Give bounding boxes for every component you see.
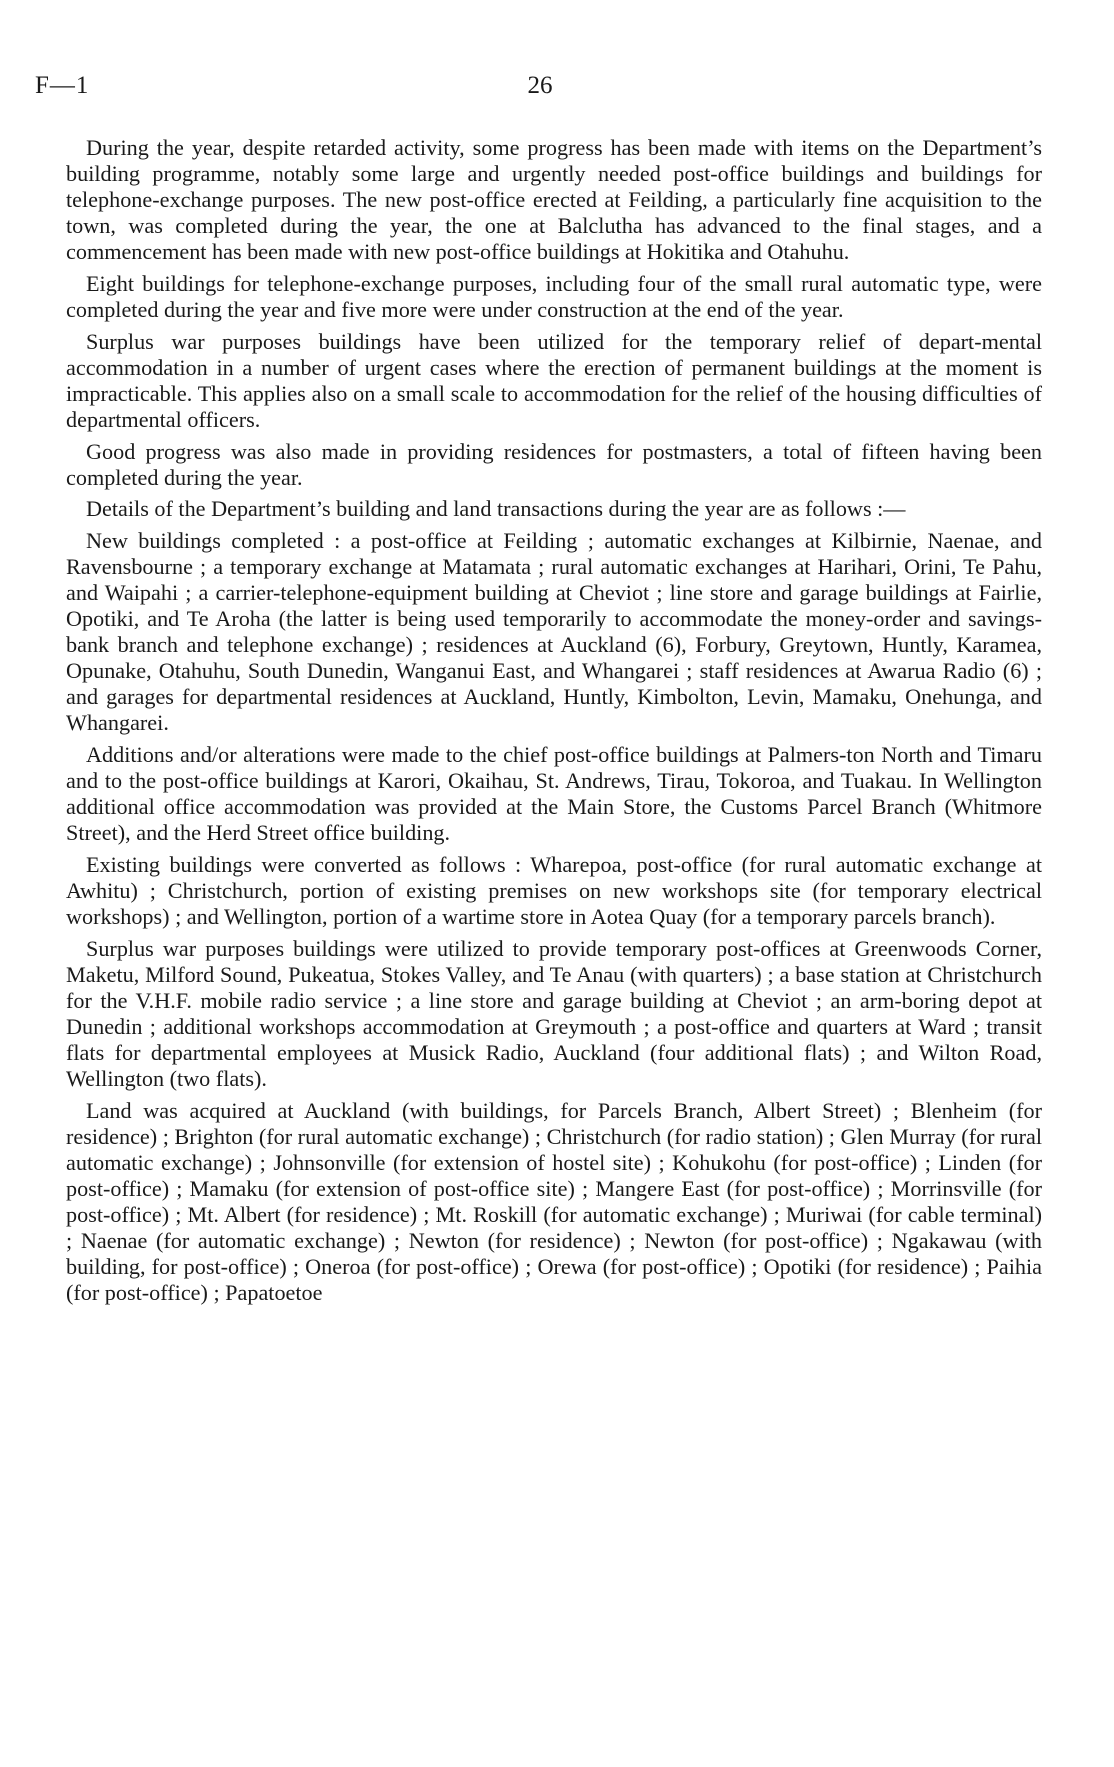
- body-text: [66, 135, 1042, 1312]
- paragraph-exchange-buildings: Eight buildings for telephone-exchange purposes, including four of the small rural automatic type, were completed during the year and five more were under construction at the end of the year.: [66, 270, 1042, 323]
- paragraph-postmaster-residences: Good progress was also made in providing residences for postmasters, a total of fifteen having been completed during the year.: [66, 438, 1042, 490]
- page-reference: F—1: [35, 72, 90, 99]
- paragraph-additions-alterations: Additions and/or alterations were made to the chief post-office buildings at Palmers-ton North and Timaru and to the post-office buildings at Karori, Okaihau, St. Andrews, Tirau, Tokoroa, and Tuakau. In Wellington additional office accommodation was provided at the Main Store, the Customs Parcel Branch (Whitmore Street), and the Herd Street office building.: [66, 742, 1042, 846]
- paragraph-building-programme: During the year, despite retarded activity, some progress has been made with items on the Department’s building programme, notably some large and urgently needed post-office buildings and buildings for telephone-exchange purposes. The new post-office erected at Feilding, a particularly fine acquisition to the town, was completed during the year, the one at Balclutha has advanced to the final stages, and a commencement has been made with new post-office buildings at Hokitika and Otahuhu.: [66, 135, 1042, 265]
- paragraph-temporary-post-offices: Surplus war purposes buildings were utilized to provide temporary post-offices at Greenwoods Corner, Maketu, Milford Sound, Pukeatua, Stokes Valley, and Te Anau (with quarters) ; a base station at Christchurch for the V.H.F. mobile radio service ; a line store and garage building at Cheviot ; an arm-boring depot at Dunedin ; additional workshops accommodation at Greymouth ; a post-office and quarters at Ward ; transit flats for departmental employees at Musick Radio, Auckland (four additional flats) ; and Wilton Road, Wellington (two flats).: [66, 935, 1042, 1092]
- paragraph-converted-buildings: Existing buildings were converted as follows : Wharepoa, post-office (for rural automatic exchange at Awhitu) ; Christchurch, portion of existing premises on new workshops site (for temporary electrical workshops) ; and Wellington, portion of a wartime store in Aotea Quay (for a temporary parcels branch).: [66, 851, 1042, 930]
- paragraph-details-intro: Details of the Department’s building and land transactions during the year are as follows :—: [86, 496, 906, 522]
- page-number: 26: [527, 72, 553, 99]
- paragraph-land-acquired: Land was acquired at Auckland (with buildings, for Parcels Branch, Albert Street) ; Blenheim (for residence) ; Brighton (for rural automatic exchange) ; Christchurch (for radio station) ; Glen Murray (for rural automatic exchange) ; Johnsonville (for extension of hostel site) ; Kohukohu (for post-office) ; Linden (for post-office) ; Mamaku (for extension of post-office site) ; Mangere East (for post-office) ; Morrinsville (for post-office) ; Mt. Albert (for residence) ; Mt. Roskill (for automatic exchange) ; Muriwai (for cable terminal) ; Naenae (for automatic exchange) ; Newton (for residence) ; Newton (for post-office) ; Ngakawau (with building, for post-office) ; Oneroa (for post-office) ; Orewa (for post-office) ; Opotiki (for residence) ; Paihia (for post-office) ; Papatoetoe: [66, 1097, 1042, 1306]
- paragraph-new-buildings: New buildings completed : a post-office at Feilding ; automatic exchanges at Kilbirnie, Naenae, and Ravensbourne ; a temporary exchange at Matamata ; rural automatic exchanges at Harihari, Orini, Te Pahu, and Waipahi ; a carrier-telephone-equipment building at Cheviot ; line store and garage buildings at Fairlie, Opotiki, and Te Aroha (the latter is being used temporarily to accommodate the money-order and savings-bank branch and telephone exchange) ; residences at Auckland (6), Forbury, Greytown, Huntly, Karamea, Opunake, Otahuhu, South Dunedin, Wanganui East, and Whangarei ; staff residences at Awarua Radio (6) ; and garages for departmental residences at Auckland, Huntly, Kimbolton, Levin, Mamaku, Onehunga, and Whangarei.: [66, 527, 1042, 736]
- paragraph-surplus-war-buildings: Surplus war purposes buildings have been utilized for the temporary relief of depart-mental accommodation in a number of urgent cases where the erection of permanent buildings at the moment is impracticable. This applies also on a small scale to accommodation for the relief of the housing difficulties of departmental officers.: [66, 328, 1042, 432]
- page-header: [35, 72, 1045, 106]
